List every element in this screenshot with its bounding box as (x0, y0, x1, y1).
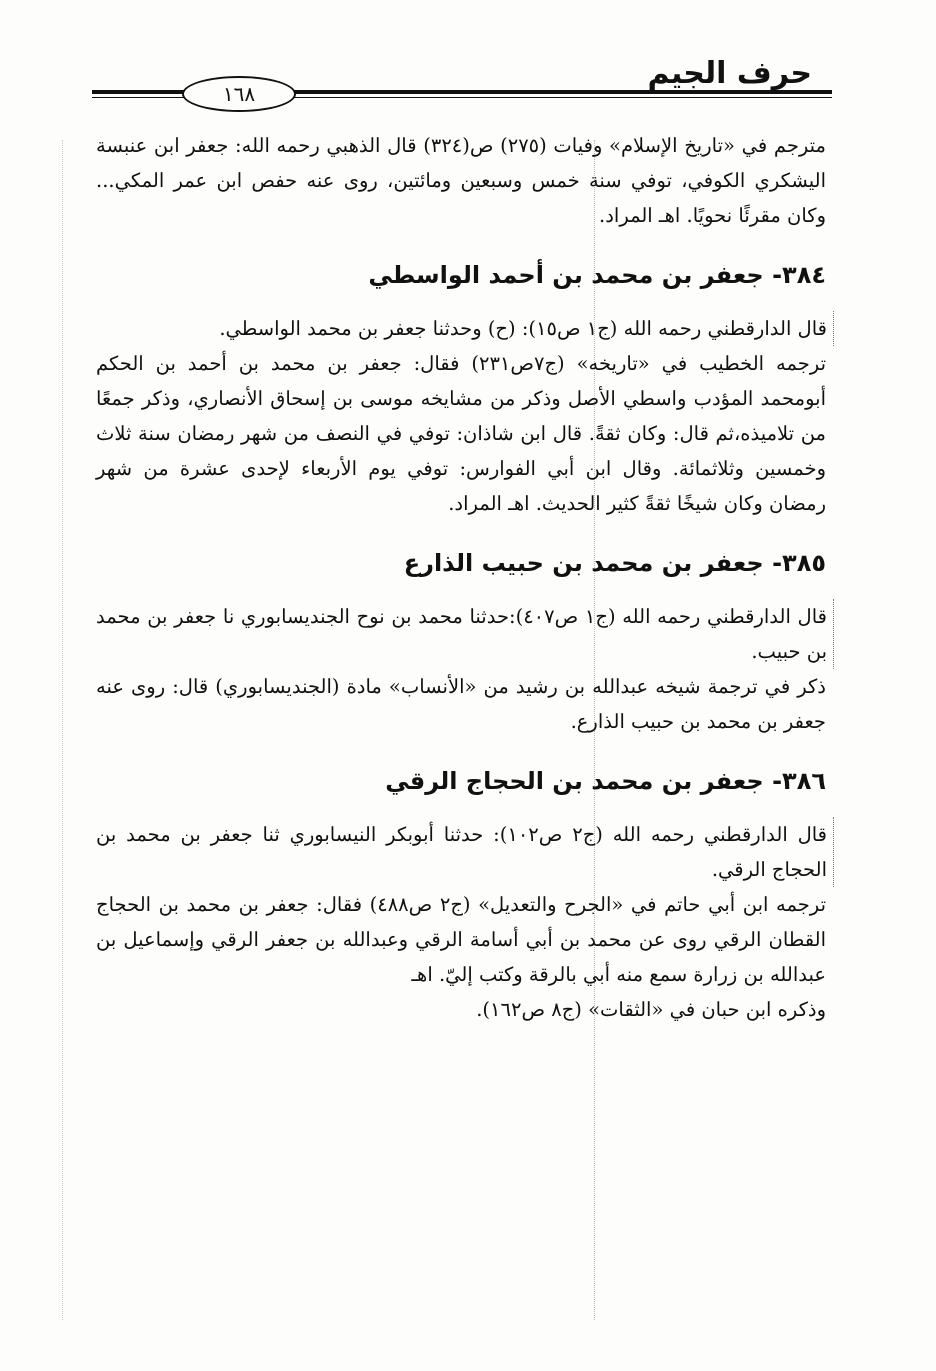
paragraph-385-biography: ذكر في ترجمة شيخه عبدالله بن رشيد من «الأنساب» مادة (الجنديسابوري) قال: روى عنه جعفر بن محمد بن حبيب الذارع. (96, 675, 826, 733)
paragraph-384-biography: ترجمه الخطيب في «تاريخه» (ج٧ص٢٣١) فقال: جعفر بن محمد بن أحمد بن الحكم أبومحمد المؤدب واسطي الأصل وذكر من مشايخه موسى بن إسحاق الأنصاري، وذكر جمعًا من تلاميذه،ثم قال: وكان ثقةً. قال ابن شاذان: توفي في النصف من شهر رمضان سنة ثلاث وخمسين وثلاثمائة. وقال ابن أبي الفوارس: توفي يوم الأربعاء لإحدى عشرة من شهر رمضان وكان شيخًا ثقةً كثير الحديث. اهـ المراد. (96, 352, 826, 515)
page-body (96, 128, 826, 1027)
chapter-title: حرف الجيم (647, 56, 812, 91)
entry-heading-385: ٣٨٥- جعفر بن محمد بن حبيب الذارع (403, 549, 826, 577)
paragraph-386-citation: قال الدارقطني رحمه الله (ج٢ ص١٠٢): حدثنا أبوبكر النيسابوري ثنا جعفر بن محمد بن الحجاج الرقي. (96, 817, 834, 887)
entry-heading-384: ٣٨٤- جعفر بن محمد بن أحمد الواسطي (368, 261, 826, 289)
margin-dotted-line (62, 140, 63, 1320)
paragraph-385-citation: قال الدارقطني رحمه الله (ج١ ص٤٠٧):حدثنا محمد بن نوح الجنديسابوري نا جعفر بن محمد بن حبيب. (96, 599, 834, 669)
paragraph-386-note: وذكره ابن حبان في «الثقات» (ج٨ ص١٦٢). (476, 998, 826, 1021)
entry-heading-386: ٣٨٦- جعفر بن محمد بن الحجاج الرقي (385, 767, 826, 795)
paragraph-intro: مترجم في «تاريخ الإسلام» وفيات (٢٧٥) ص(٣٢٤) قال الذهبي رحمه الله: جعفر ابن عنبسة اليشكري الكوفي، توفي سنة خمس وسبعين ومائتين، روى عنه حفص ابن عمر المكي... وكان مقرئًا نحويًا. اهـ المراد. (96, 134, 826, 227)
paragraph-384-citation: قال الدارقطني رحمه الله (ج١ ص١٥): (ح) وحدثنا جعفر بن محمد الواسطي. (96, 311, 834, 346)
paragraph-386-biography: ترجمه ابن أبي حاتم في «الجرح والتعديل» (ج٢ ص٤٨٨) فقال: جعفر بن محمد بن الحجاج القطان الرقي روى عن محمد بن أبي أسامة الرقي وعبدالله بن جعفر الرقي وإسماعيل بن عبدالله بن زرارة سمع منه أبي بالرقة وكتب إليّ. اهـ (96, 893, 826, 986)
page-header (92, 48, 832, 108)
page-number: ١٦٨ (182, 76, 296, 112)
